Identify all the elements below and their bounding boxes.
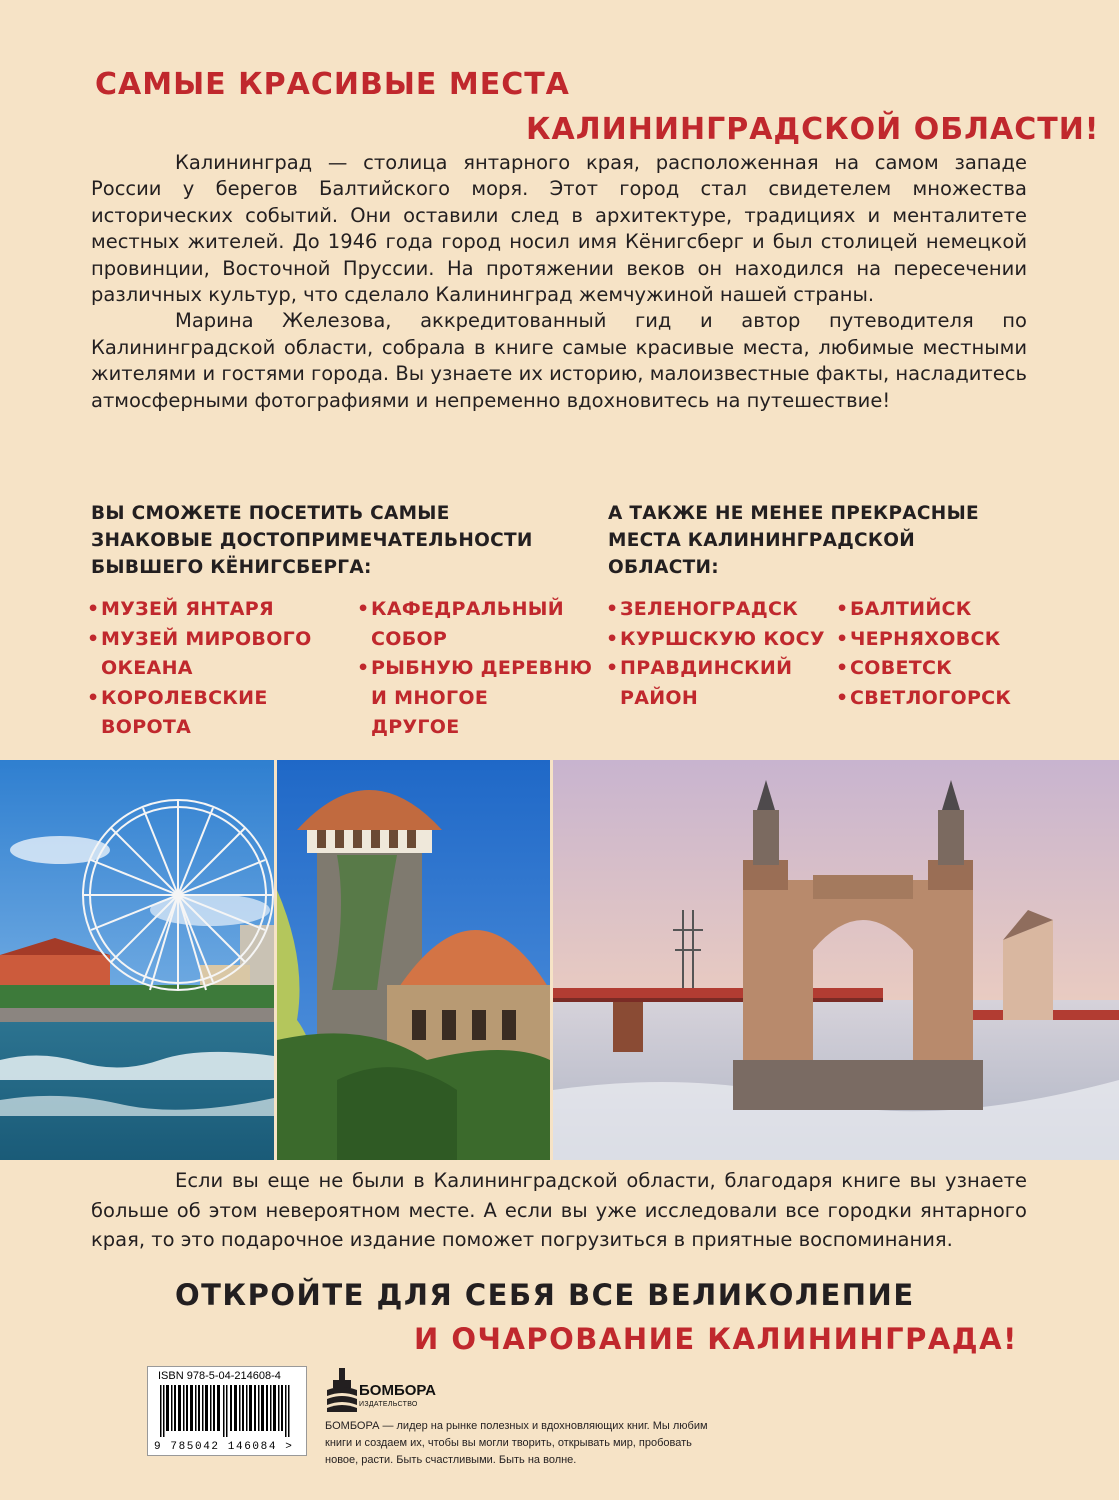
outro-paragraph: Если вы еще не были в Калининградской области, благодаря книге вы узнаете больше об этом невероятном месте. А если вы уже исследовали все городки янтарного края, то это подарочное издание поможет погрузиться в приятные воспоминания.: [91, 1169, 1027, 1252]
intro-text: [91, 150, 1027, 414]
bullet-icon: •: [87, 627, 100, 650]
list-item: • ЗЕЛЕНОГРАДСК: [606, 595, 825, 625]
list-item: • МУЗЕЙ МИРОВОГО ОКЕАНА: [87, 625, 312, 684]
list-item: • МУЗЕЙ ЯНТАРЯ: [87, 595, 312, 625]
list-item: • КАФЕДРАЛЬНЫЙ СОБОР: [357, 595, 592, 654]
bullet-icon: •: [836, 627, 849, 650]
barcode-icon: [160, 1385, 296, 1437]
list-item: • КОРОЛЕВСКИЕ ВОРОТА: [87, 684, 312, 743]
title-line-1: САМЫЕ КРАСИВЫЕ МЕСТА: [95, 67, 570, 102]
list-item: • БАЛТИЙСК: [836, 595, 1011, 625]
right-column-heading: [608, 500, 979, 581]
isbn-digits: 9 785042 146084 >: [154, 1441, 294, 1453]
heading-line: ВЫ СМОЖЕТЕ ПОСЕТИТЬ САМЫЕ: [91, 503, 450, 524]
ferris-wheel-photo: [0, 760, 274, 1160]
left-column-heading: [91, 500, 533, 581]
list-item: • ЧЕРНЯХОВСК: [836, 625, 1011, 655]
places-list-2: [836, 595, 1011, 713]
bullet-icon: •: [606, 627, 619, 650]
list-item: • СОВЕТСК: [836, 654, 1011, 684]
heading-line: МЕСТА КАЛИНИНГРАДСКОЙ: [608, 530, 916, 551]
heading-line: ОБЛАСТИ:: [608, 557, 719, 578]
closing-line-1: ОТКРОЙТЕ ДЛЯ СЕБЯ ВСЕ ВЕЛИКОЛЕПИЕ: [175, 1278, 915, 1312]
list-item: • РЫБНУЮ ДЕРЕВНЮ И МНОГОЕ ДРУГОЕ: [357, 654, 592, 743]
heading-line: А ТАКЖЕ НЕ МЕНЕЕ ПРЕКРАСНЫЕ: [608, 503, 979, 524]
bullet-icon: •: [836, 598, 849, 620]
photo-strip: [0, 760, 1119, 1160]
bullet-icon: •: [606, 598, 619, 620]
bombora-logo-icon: [327, 1368, 357, 1412]
landmarks-list-2: [357, 595, 592, 743]
closing-line-2: И ОЧАРОВАНИЕ КАЛИНИНГРАДА!: [414, 1322, 1018, 1356]
isbn-barcode: [147, 1366, 307, 1456]
bullet-icon: •: [357, 657, 370, 679]
outro-text: [91, 1166, 1027, 1255]
bullet-icon: •: [836, 657, 849, 679]
title-line-2: КАЛИНИНГРАДСКОЙ ОБЛАСТИ!: [526, 112, 1100, 147]
isbn-label: ISBN 978-5-04-214608-4: [158, 1370, 281, 1382]
heading-line: БЫВШЕГО КЁНИГСБЕРГА:: [91, 557, 372, 578]
publisher-name: БОМБОРА: [359, 1382, 436, 1399]
bullet-icon: •: [87, 686, 100, 709]
list-item: • ПРАВДИНСКИЙ РАЙОН: [606, 654, 825, 713]
list-item: • СВЕТЛОГОРСК: [836, 684, 1011, 714]
water-tower-photo: [277, 760, 550, 1160]
landmarks-list-1: [87, 595, 312, 743]
bullet-icon: •: [87, 598, 100, 620]
publisher-sub: ИЗДАТЕЛЬСТВО: [359, 1401, 418, 1408]
list-item: • КУРШСКУЮ КОСУ: [606, 625, 825, 655]
publisher-description: БОМБОРА — лидер на рынке полезных и вдохновляющих книг. Мы любим книги и создаем их, чтобы вы могли творить, открывать мир, пробовать новое, расти. Быть счастливыми. Быть на волне.: [325, 1420, 708, 1466]
queen-louise-bridge-photo: [553, 760, 1119, 1160]
intro-paragraph: Марина Железова, аккредитованный гид и автор путеводителя по Калининградской области, собрала в книге самые красивые места, любимые местными жителями и гостями города. Вы узнаете их историю, малоизвестные факты, насладитесь атмосферными фотографиями и непременно вдохновитесь на путешествие!: [91, 309, 1027, 412]
heading-line: ЗНАКОВЫЕ ДОСТОПРИМЕЧАТЕЛЬНОСТИ: [91, 530, 533, 551]
intro-paragraph: Калининград — столица янтарного края, расположенная на самом западе России у берегов Балтийского моря. Этот город стал свидетелем множества исторических событий. Они оставили след в архитектуре, традициях и менталитете местных жителей. До 1946 года город носил имя Кёнигсберг и был столицей немецкой провинции, Восточной Пруссии. На протяжении веков он находился на пересечении различных культур, что сделало Калининград жемчужиной нашей страны.: [91, 151, 1027, 307]
bullet-icon: •: [836, 686, 849, 709]
bullet-icon: •: [357, 598, 370, 620]
bullet-icon: •: [606, 657, 619, 679]
places-list-1: [606, 595, 825, 713]
